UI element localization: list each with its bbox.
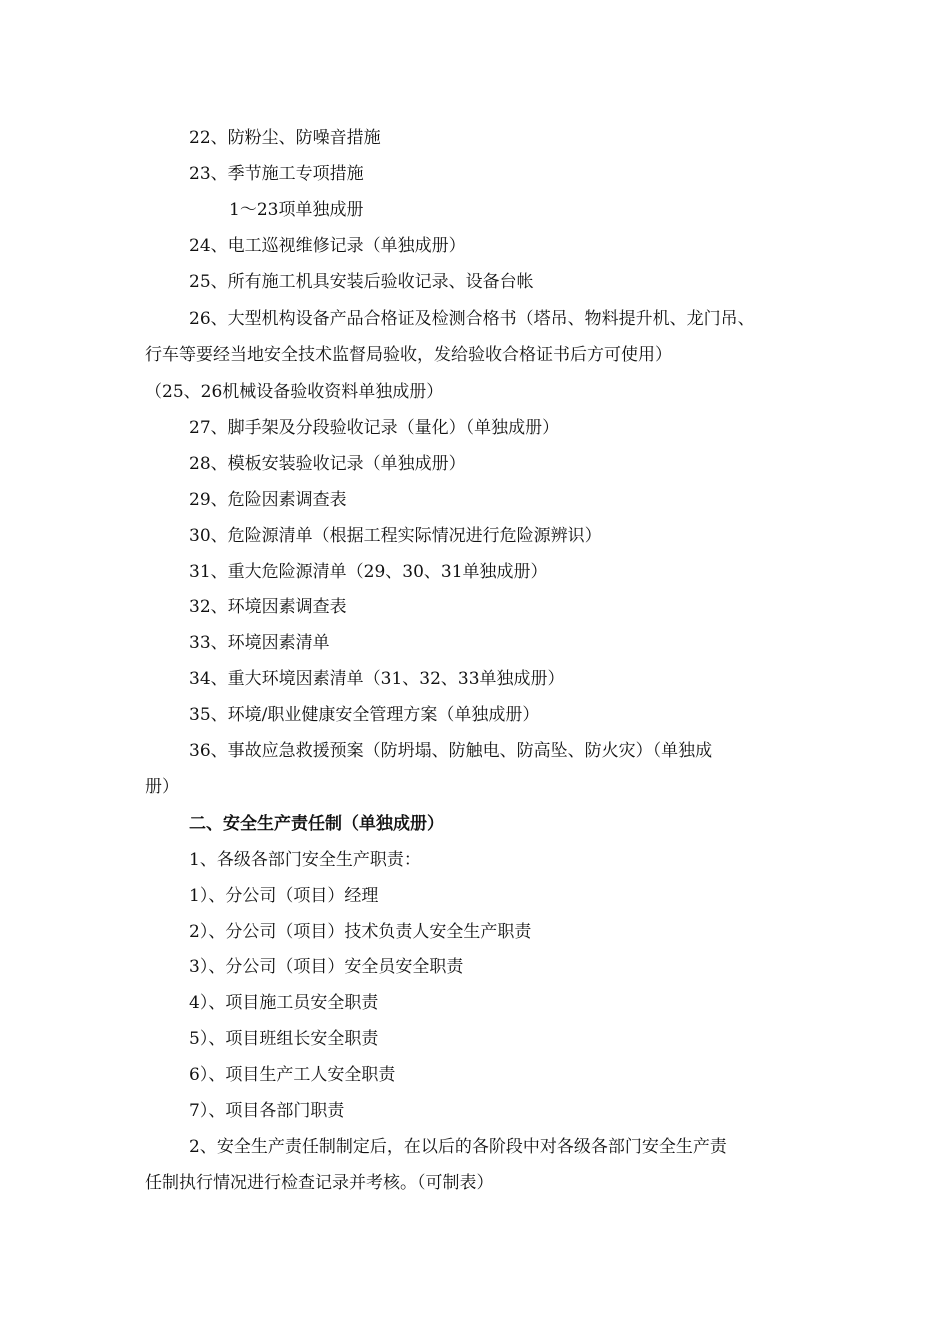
list-item: 23、季节施工专项措施 — [189, 164, 364, 184]
list-item: （25、26机械设备验收资料单独成册） — [145, 382, 444, 402]
list-item: 30、危险源清单（根据工程实际情况进行危险源辨识） — [189, 526, 602, 546]
list-item: 22、防粉尘、防噪音措施 — [189, 128, 381, 148]
list-item: 1）、分公司（项目）经理 — [189, 886, 379, 906]
list-item: 35、环境/职业健康安全管理方案（单独成册） — [189, 705, 540, 725]
list-item: 34、重大环境因素清单（31、32、33单独成册） — [189, 669, 565, 689]
section-heading: 二、安全生产责任制（单独成册） — [189, 814, 444, 834]
list-item: 36、事故应急救援预案（防坍塌、防触电、防高坠、防火灾）（单独成 — [189, 741, 713, 761]
list-item: 5）、项目班组长安全职责 — [189, 1029, 379, 1049]
list-item: 2）、分公司（项目）技术负责人安全生产职责 — [189, 922, 532, 942]
list-item: 7）、项目各部门职责 — [189, 1101, 345, 1121]
list-item: 1、各级各部门安全生产职责： — [189, 850, 421, 870]
list-item: 32、环境因素调查表 — [189, 597, 347, 617]
list-item: 3）、分公司（项目）安全员安全职责 — [189, 957, 464, 977]
list-item: 2、安全生产责任制制定后，在以后的各阶段中对各级各部门安全生产责 — [189, 1137, 727, 1157]
list-item: 4）、项目施工员安全职责 — [189, 993, 379, 1013]
list-item: 6）、项目生产工人安全职责 — [189, 1065, 396, 1085]
list-item: 任制执行情况进行检查记录并考核。（可制表） — [145, 1173, 494, 1193]
list-item: 31、重大危险源清单（29、30、31单独成册） — [189, 562, 548, 582]
list-item: 33、环境因素清单 — [189, 633, 330, 653]
list-item: 行车等要经当地安全技术监督局验收，发给验收合格证书后方可使用） — [145, 345, 672, 365]
list-item: 24、电工巡视维修记录（单独成册） — [189, 236, 466, 256]
list-item: 26、大型机构设备产品合格证及检测合格书（塔吊、物料提升机、龙门吊、 — [189, 309, 755, 329]
list-item: 28、模板安装验收记录（单独成册） — [189, 454, 466, 474]
list-item: 1～23项单独成册 — [229, 200, 364, 220]
list-item: 25、所有施工机具安装后验收记录、设备台帐 — [189, 272, 534, 292]
list-item: 29、危险因素调查表 — [189, 490, 347, 510]
list-item: 27、脚手架及分段验收记录（量化）（单独成册） — [189, 418, 560, 438]
list-item: 册） — [145, 777, 179, 797]
